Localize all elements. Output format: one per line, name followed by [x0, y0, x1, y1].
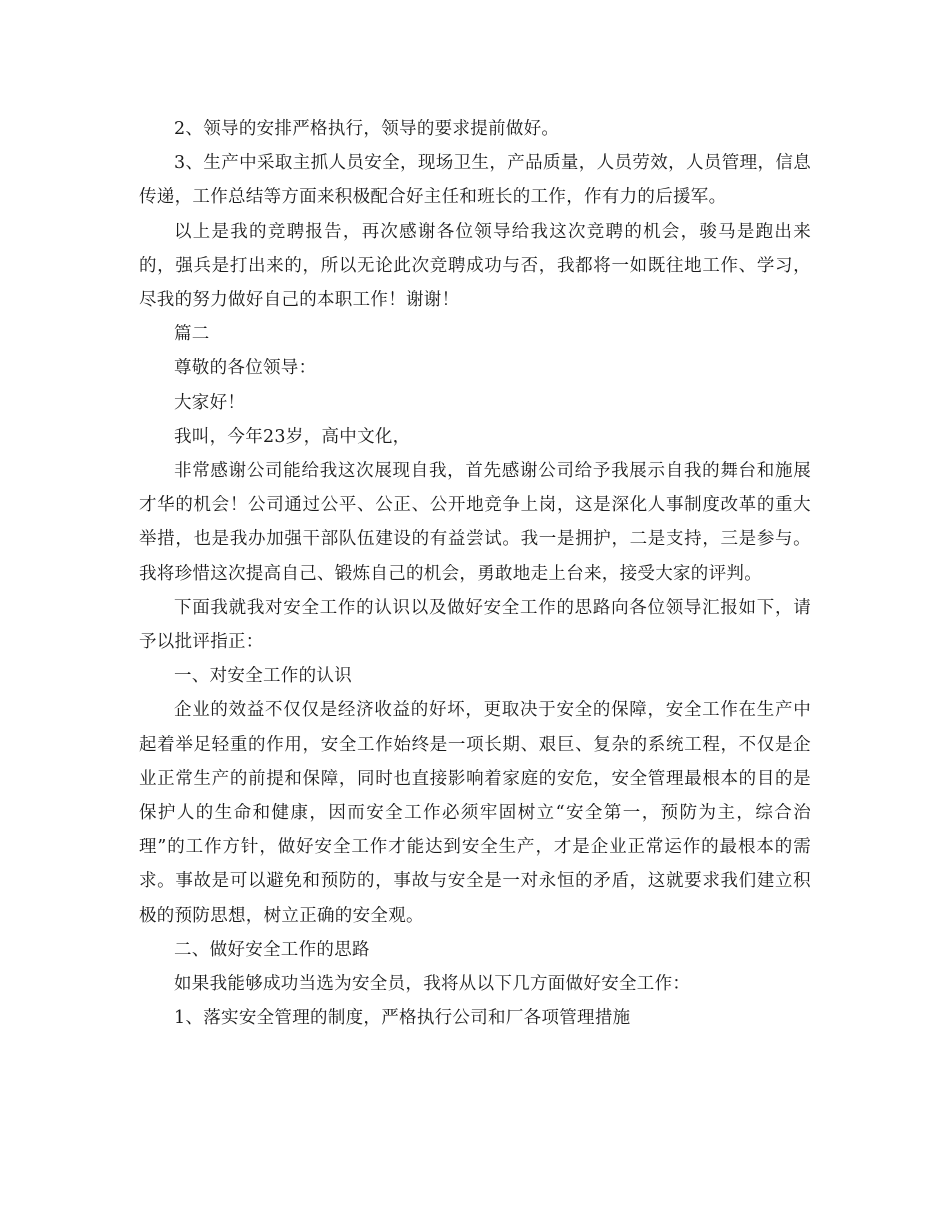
paragraph-item-3: 3、生产中采取主抓人员安全，现场卫生，产品质量，人员劳效，人员管理，信息传递，工作总结等方面来积极配合好主任和班长的工作，作有力的后援军。	[139, 153, 811, 208]
paragraph-item-2: 2、领导的安排严格执行，领导的要求提前做好。	[174, 119, 560, 139]
document-body	[139, 112, 811, 1035]
self-introduction: 我叫，今年23岁，高中文化，	[174, 426, 411, 447]
report-intro-paragraph: 下面我就我对安全工作的认识以及做好安全工作的思路向各位领导汇报如下，请予以批评指正：	[139, 597, 811, 653]
section-heading-part-two: 篇二	[174, 324, 210, 345]
thanks-paragraph: 非常感谢公司能给我这次展现自我，首先感谢公司给予我展示自我的舞台和施展才华的机会！公司通过公平、公正、公开地竞争上岗，这是深化人事制度改革的重大举措，也是我办加强干部队伍建设的有益尝试。我一是拥护，二是支持，三是参与。我将珍惜这次提高自己、锻炼自己的机会，勇敢地走上台来，接受大家的评判。	[139, 461, 811, 584]
heading-safety-approach: 二、做好安全工作的思路	[174, 939, 370, 960]
safety-understanding-paragraph: 企业的效益不仅仅是经济收益的好坏，更取决于安全的保障，安全工作在生产中起着举足轻重的作用，安全工作始终是一项长期、艰巨、复杂的系统工程，不仅是企业正常生产的前提和保障，同时也直接影响着家庭的安危，安全管理最根本的目的是保护人的生命和健康，因而安全工作必须牢固树立“安全第一，预防为主，综合治理”的工作方针，做好安全工作才能达到安全生产，才是企业正常运作的最根本的需求。事故是可以避免和预防的，事故与安全是一对永恒的矛盾，这就要求我们建立积极的预防思想，树立正确的安全观。	[139, 700, 811, 926]
safety-approach-item-1: 1、落实安全管理的制度，严格执行公司和厂各项管理措施	[174, 1008, 631, 1029]
heading-safety-understanding: 一、对安全工作的认识	[174, 666, 352, 687]
closing-paragraph: 以上是我的竞聘报告，再次感谢各位领导给我这次竞聘的机会，骏马是跑出来的，强兵是打出来的，所以无论此次竞聘成功与否，我都将一如既往地工作、学习，尽我的努力做好自己的本职工作！谢谢！	[139, 221, 811, 311]
salutation: 尊敬的各位领导：	[174, 358, 317, 379]
greeting: 大家好！	[174, 392, 246, 413]
safety-approach-intro: 如果我能够成功当选为安全员，我将从以下几方面做好安全工作：	[174, 974, 691, 995]
